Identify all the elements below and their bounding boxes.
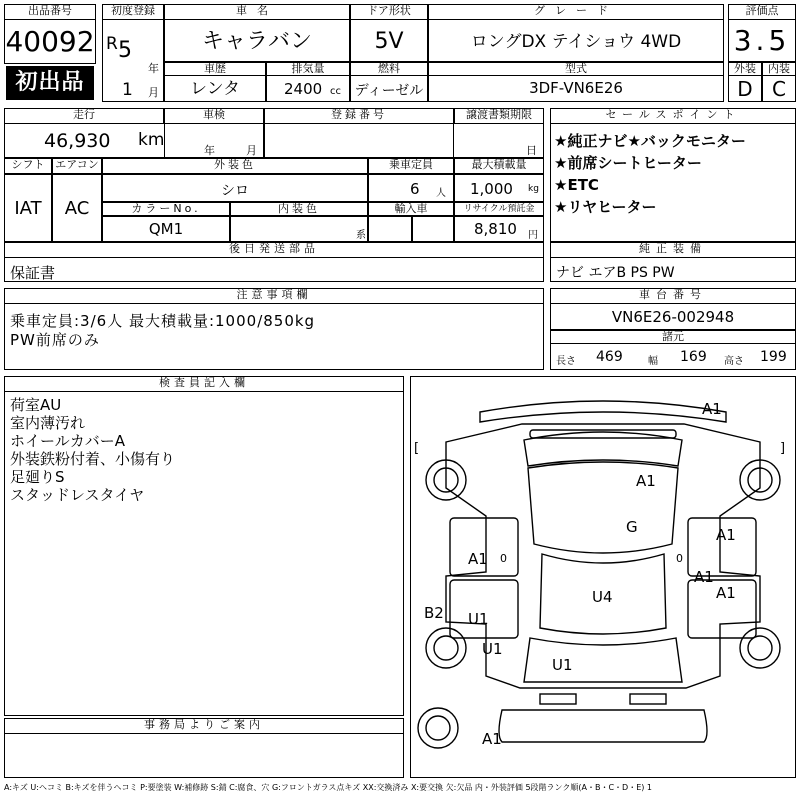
mark-left-bumper: B2: [424, 604, 444, 622]
inspection-month-unit: 月: [246, 144, 257, 157]
later-parts-label: 後日発送部品: [4, 242, 544, 258]
mark-left-front: A1: [468, 550, 488, 568]
inspector-note: 室内薄汚れ: [10, 414, 86, 432]
max-load-unit: kg: [528, 184, 539, 194]
car-name-label: 車名: [164, 4, 350, 20]
month-unit: 月: [148, 86, 159, 99]
mark-hood: A1: [636, 472, 656, 490]
mark-bracket-left: [: [414, 441, 420, 456]
exterior-color: シロ: [221, 183, 249, 199]
grille: [530, 430, 676, 438]
chassis-number: VN6E26-002948: [611, 308, 735, 326]
inspection-year-unit: 年: [204, 144, 215, 157]
import-label: 輸入車: [368, 202, 454, 216]
windshield-shape: [524, 432, 682, 466]
spare-wheel: [418, 708, 458, 748]
rear-right-wheel: [740, 628, 780, 668]
max-load-label: 最大積載量: [454, 158, 544, 174]
office-label: 事務局よりご案内: [4, 718, 404, 734]
rear-light: [630, 694, 666, 704]
legend: A:キズ U:ヘコミ B:キズを伴うヘコミ P:要塗装 W:補修跡 S:錆 C:腐食、穴 G:フロントガラス点キズ XX:交換済み X:要交換 欠:欠品 内・外装評価 5段階ランク順(A・B・C・D・E) 1: [4, 783, 653, 792]
capacity: 6: [410, 180, 420, 198]
transfer-label: 譲渡書類期限: [454, 108, 544, 124]
front-bumper-shape: [480, 401, 726, 422]
lot-number-label: 出品番号: [4, 4, 96, 20]
mark-right-front: A1: [716, 526, 736, 544]
mark-zero-left: 0: [500, 552, 507, 565]
caution-line-1: 乗車定員:3/6人 最大積載量:1000/850kg: [10, 312, 316, 330]
history: レンタ: [190, 79, 240, 99]
score-label: 評価点: [728, 4, 796, 20]
sales-point: ★前席シートヒーター: [554, 154, 702, 172]
sales-point: ★リヤヒーター: [554, 198, 657, 216]
mark-right-rear: A1: [716, 584, 736, 602]
model-label: 型式: [428, 62, 724, 76]
color-no-label: カラーNo.: [102, 202, 230, 216]
inspector-label: 検査員記入欄: [4, 376, 404, 392]
sales-points-list: [554, 130, 794, 218]
reg-month: 1: [122, 80, 133, 100]
displacement-unit: cc: [330, 86, 341, 97]
rear-left-wheel: [426, 628, 466, 668]
mark-bracket-right: ]: [780, 441, 786, 456]
recycle-fee: 8,810: [474, 220, 517, 238]
reg-no-label: 登録番号: [264, 108, 454, 124]
rear-panel: [524, 638, 682, 682]
door-label: ドア形状: [350, 4, 428, 20]
import-divider: [411, 216, 413, 242]
fuel: ディーゼル: [354, 83, 424, 99]
width: 169: [680, 349, 707, 365]
door-type: 5V: [374, 29, 404, 54]
mileage-unit: km: [138, 130, 165, 150]
transfer-day-unit: 日: [526, 144, 537, 157]
max-load: 1,000: [470, 180, 513, 198]
ac-label: エアコン: [52, 158, 102, 174]
inspector-notes: [10, 396, 390, 504]
equipment-label: 純正装備: [550, 242, 796, 258]
model-code: 3DF-VN6E26: [529, 79, 623, 97]
reg-year: 5: [118, 38, 132, 63]
inspector-note: 外装鉄粉付着、小傷有り: [10, 450, 176, 468]
inspector-note: スタッドレスタイヤ: [10, 486, 145, 504]
inspector-note: 足廻りS: [10, 468, 65, 486]
shift: IAT: [14, 198, 42, 219]
length: 469: [596, 349, 623, 365]
mark-zero-right: 0: [676, 552, 683, 565]
equipment: ナビ エアB PS PW: [556, 265, 675, 281]
caution-label: 注意事項欄: [4, 288, 544, 304]
sales-points-label: セールスポイント: [550, 108, 796, 124]
color-label: 外装色: [102, 158, 368, 174]
mark-left-back-wheel: U1: [482, 640, 503, 658]
int-color-unit: 系: [356, 230, 366, 241]
interior-grade: C: [772, 77, 786, 101]
interior-label: 内装: [762, 62, 796, 76]
first-reg-label: 初度登録: [102, 4, 164, 20]
recycle-label: リサイクル預託金: [454, 202, 544, 216]
length-label: 長さ: [556, 356, 576, 367]
recycle-unit: 円: [528, 230, 538, 241]
chassis-label: 車台番号: [550, 288, 796, 304]
car-name: キャラバン: [201, 29, 312, 54]
displacement: 2400: [284, 80, 323, 98]
sales-point: ★純正ナビ★バックモニター: [554, 132, 746, 150]
mileage: 46,930: [44, 130, 111, 152]
fuel-label: 燃料: [350, 62, 428, 76]
mark-center: U4: [592, 588, 613, 606]
width-label: 幅: [648, 356, 658, 367]
mark-right-mid: A1: [694, 568, 714, 586]
height: 199: [760, 349, 787, 365]
score: 3.5: [733, 24, 791, 57]
inspector-note: ホイールカバーA: [10, 432, 125, 450]
lot-number: 40092: [5, 25, 95, 58]
rear-bumper-shape: [499, 710, 707, 742]
era: R: [106, 34, 118, 54]
shift-label: シフト: [4, 158, 52, 174]
height-label: 高さ: [724, 356, 744, 367]
inspection-label: 車検: [164, 108, 264, 124]
history-label: 車歴: [164, 62, 266, 76]
int-color-label: 内装色: [230, 202, 368, 216]
mark-back-door: U1: [552, 656, 573, 674]
inspector-note: 荷室AU: [10, 396, 62, 414]
exterior-label: 外装: [728, 62, 762, 76]
mark-top-right: A1: [702, 400, 722, 418]
int-color-cell: [230, 216, 368, 242]
caution-line-2: PW前席のみ: [10, 331, 100, 349]
grade-label: グレード: [428, 4, 724, 20]
mark-rear-bumper: A1: [482, 730, 502, 748]
color-no: QM1: [148, 220, 184, 238]
capacity-unit: 人: [436, 188, 446, 199]
later-parts: 保証書: [10, 264, 56, 282]
air-conditioner: AC: [64, 198, 90, 219]
vehicle-diagram: [410, 376, 796, 778]
mileage-label: 走行: [4, 108, 164, 124]
mark-left-rear: U1: [468, 610, 489, 628]
displacement-label: 排気量: [266, 62, 350, 76]
license-plate: [540, 694, 576, 704]
left-rear-door: [450, 580, 518, 638]
capacity-label: 乗車定員: [368, 158, 454, 174]
first-listing-badge: 初出品: [6, 66, 94, 100]
exterior-grade: D: [737, 77, 753, 101]
dims-label: 諸元: [550, 330, 796, 344]
mark-roof: G: [626, 518, 638, 536]
grade: ロングDX テイショウ 4WD: [470, 32, 682, 52]
sales-point: ★ETC: [554, 176, 599, 194]
year-unit: 年: [148, 62, 159, 75]
